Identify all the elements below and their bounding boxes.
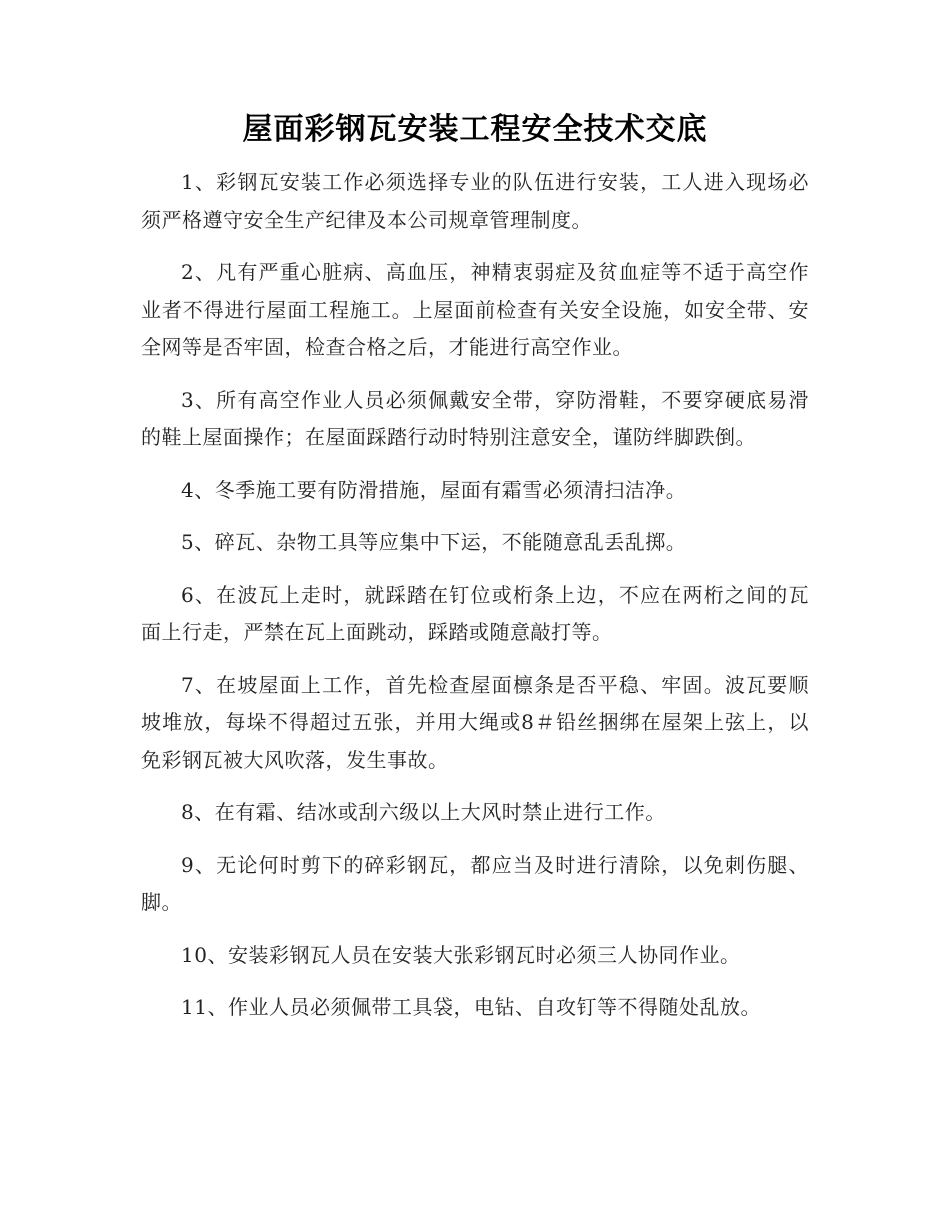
paragraph-7: 7、在坡屋面上工作，首先检查屋面檩条是否平稳、牢固。波瓦要顺坡堆放，每垛不得超过五张，并用大绳或8＃铅丝捆绑在屋架上弦上，以免彩钢瓦被大风吹落，发生事故。 <box>141 672 809 772</box>
paragraph-6: 6、在波瓦上走时，就踩踏在钉位或桁条上边，不应在两桁之间的瓦面上行走，严禁在瓦上面跳动，踩踏或随意敲打等。 <box>141 582 809 644</box>
paragraph-9: 9、无论何时剪下的碎彩钢瓦，都应当及时进行清除，以免刺伤腿、脚。 <box>141 852 809 914</box>
paragraph-8: 8、在有霜、结冰或刮六级以上大风时禁止进行工作。 <box>181 800 666 824</box>
paragraph-4: 4、冬季施工要有防滑措施，屋面有霜雪必须清扫洁净。 <box>181 477 687 502</box>
paragraph-3: 3、所有高空作业人员必须佩戴安全带，穿防滑鞋，不要穿硬底易滑的鞋上屋面操作；在屋面踩踏行动时特别注意安全，谨防绊脚跌倒。 <box>141 387 809 449</box>
paragraph-2: 2、凡有严重心脏病、高血压，神精衷弱症及贫血症等不适于高空作业者不得进行屋面工程施工。上屋面前检查有关安全设施，如安全带、安全网等是否牢固，检查合格之后，才能进行高空作业。 <box>141 260 809 359</box>
paragraph-10: 10、安装彩钢瓦人员在安装大张彩钢瓦时必须三人协同作业。 <box>181 942 741 967</box>
paragraph-1: 1、彩钢瓦安装工作必须选择专业的队伍进行安装，工人进入现场必须严格遵守安全生产纪律及本公司规章管理制度。 <box>141 170 809 232</box>
paragraph-11: 11、作业人员必须佩带工具袋，电钻、自攻钉等不得随处乱放。 <box>181 995 761 1019</box>
paragraph-5: 5、碎瓦、杂物工具等应集中下运，不能随意乱丢乱掷。 <box>181 530 687 554</box>
document-title: 屋面彩钢瓦安装工程安全技术交底 <box>242 112 708 147</box>
document-body <box>141 164 809 1042</box>
